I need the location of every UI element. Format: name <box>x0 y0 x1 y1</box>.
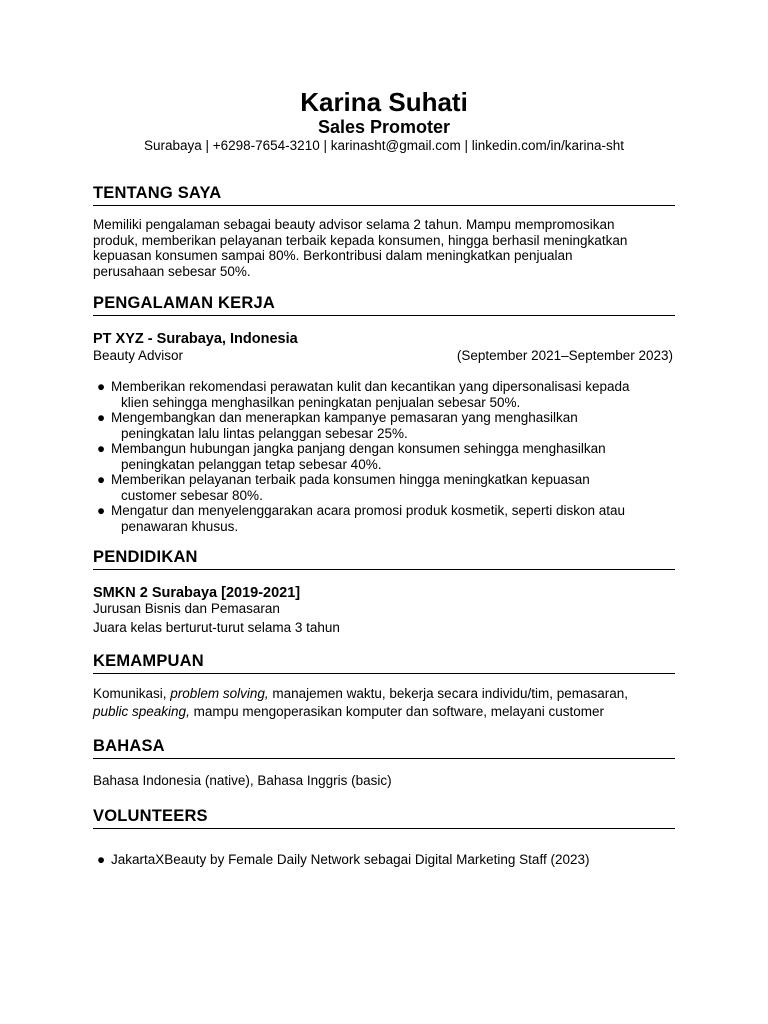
bullet-icon: ● <box>97 379 106 394</box>
list-item: ● Memberikan pelayanan terbaik pada konsumen hingga meningkatkan kepuasan customer sebesar 80%. <box>97 472 590 503</box>
about-line: Memiliki pengalaman sebagai beauty advisor selama 2 tahun. Mampu mempromosikan <box>93 217 615 232</box>
section-title-education: PENDIDIKAN <box>93 547 675 570</box>
list-item: ● Membangun hubungan jangka panjang dengan konsumen sehingga menghasilkan peningkatan pelanggan tetap sebesar 40%. <box>97 441 606 472</box>
person-name: Karina Suhati <box>300 87 468 117</box>
section-title-skills: KEMAMPUAN <box>93 651 675 674</box>
job-position: Beauty Advisor <box>93 348 184 363</box>
bullet-icon: ● <box>97 441 106 456</box>
company-name: PT XYZ - Surabaya, Indonesia <box>93 331 298 347</box>
list-item: ● JakartaXBeauty by Female Daily Network sebagai Digital Marketing Staff (2023) <box>97 852 590 867</box>
bullet-icon: ● <box>97 472 106 487</box>
about-line: perusahaan sebesar 50%. <box>93 263 251 279</box>
list-item: ● Mengembangkan dan menerapkan kampanye pemasaran yang menghasilkan peningkatan lalu lintas pelanggan sebesar 25%. <box>97 410 578 441</box>
contact-info: Surabaya | +6298-7654-3210 | karinasht@gmail.com | linkedin.com/in/karina-sht <box>143 138 625 153</box>
job-period: (September 2021–September 2023) <box>456 348 673 363</box>
bullet-icon: ● <box>97 410 106 425</box>
section-title-experience: PENGALAMAN KERJA <box>93 293 675 316</box>
job-position-row <box>93 347 673 364</box>
section-title-volunteers: VOLUNTEERS <box>93 806 675 829</box>
school-name: SMKN 2 Surabaya [2019-2021] <box>93 585 301 601</box>
volunteer-list <box>93 851 675 868</box>
about-line: produk, memberikan pelayanan terbaik kepada konsumen, hingga berhasil meningkatkan <box>93 232 628 248</box>
about-paragraph <box>93 217 675 279</box>
section-title-about: TENTANG SAYA <box>93 183 675 206</box>
list-item: ● Memberikan rekomendasi perawatan kulit dan kecantikan yang dipersonalisasi kepada klien sehingga menghasilkan peningkatan penjualan sebesar 50%. <box>97 379 630 410</box>
skills-line-1: Komunikasi, problem solving, manajemen waktu, bekerja secara individu/tim, pemasaran, <box>93 686 629 701</box>
job-role: Sales Promoter <box>317 117 451 137</box>
about-line: kepuasan konsumen sampai 80%. Berkontribusi dalam meningkatkan penjualan <box>93 248 573 264</box>
section-title-languages: BAHASA <box>93 736 675 759</box>
bullet-icon: ● <box>97 852 106 867</box>
languages-text: Bahasa Indonesia (native), Bahasa Inggris (basic) <box>93 773 392 788</box>
list-item: ● Mengatur dan menyelenggarakan acara promosi produk kosmetik, seperti diskon atau penawaran khusus. <box>97 503 626 534</box>
education-achievement: Juara kelas berturut-turut selama 3 tahun <box>93 620 340 635</box>
experience-bullets <box>93 379 675 534</box>
skills-line-2: public speaking, mampu mengoperasikan komputer dan software, melayani customer <box>93 704 605 719</box>
education-major: Jurusan Bisnis dan Pemasaran <box>93 601 280 616</box>
bullet-icon: ● <box>97 503 106 518</box>
